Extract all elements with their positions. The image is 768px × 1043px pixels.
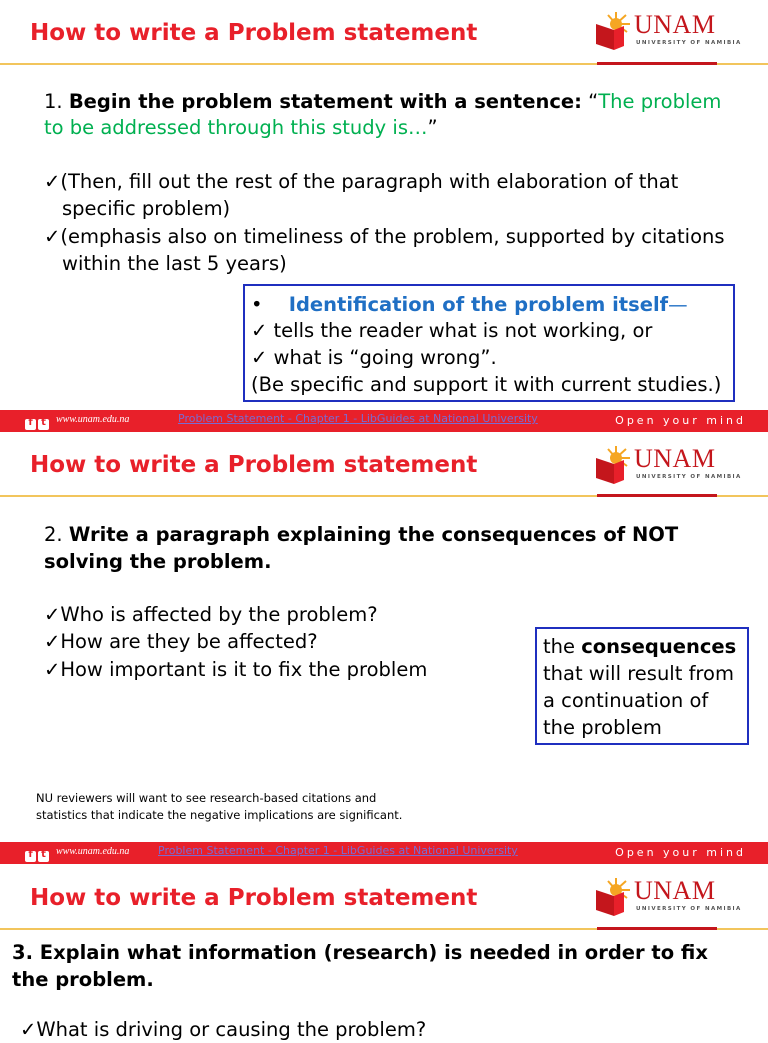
footer-url: www.unam.edu.na: [56, 414, 130, 425]
logo-rule: [597, 62, 717, 65]
footer-url: www.unam.edu.na: [56, 846, 130, 857]
step-2: 2. Write a paragraph explaining the consequences of NOT: [44, 523, 679, 546]
logo-rule: [597, 494, 717, 497]
logo-subtitle: UNIVERSITY OF NAMIBIA: [636, 906, 742, 912]
step-2-cont: solving the problem.: [44, 550, 272, 573]
footer-source-link[interactable]: Problem Statement - Chapter 1 - LibGuides at National University: [178, 412, 538, 425]
check-item-2: ✓(emphasis also on timeliness of the problem, supported by citations: [44, 225, 725, 248]
box-line-2: that will result from: [543, 662, 734, 685]
facebook-icon[interactable]: f: [25, 851, 36, 862]
check-item-2-cont: within the last 5 years): [62, 252, 287, 275]
logo-subtitle: UNIVERSITY OF NAMIBIA: [636, 474, 742, 480]
slide-title: How to write a Problem statement: [30, 885, 478, 911]
logo-name: UNAM: [634, 10, 716, 39]
footer-tagline: Open your mind: [615, 414, 746, 427]
identification-box: • Identification of the problem itself— ✓ tells the reader what is not working, or ✓ what is “going wrong”. (Be specific and support it with current studies.): [243, 284, 735, 402]
slide-footer: [0, 842, 768, 864]
consequences-box: the consequences that will result from a continuation of the problem: [535, 627, 749, 745]
step-1: 1. Begin the problem statement with a sentence: “The problem: [44, 90, 722, 113]
unam-logo: [594, 876, 742, 922]
step-3-cont: the problem.: [12, 968, 154, 991]
reviewer-note-1: NU reviewers will want to see research-based citations and: [36, 791, 377, 805]
reviewer-note-2: statistics that indicate the negative implications are significant.: [36, 808, 403, 822]
unam-logo: [594, 444, 742, 490]
box-note: (Be specific and support it with current studies.): [251, 373, 722, 396]
logo-name: UNAM: [634, 876, 716, 905]
question-1: ✓Who is affected by the problem?: [44, 603, 378, 626]
slide-title: How to write a Problem statement: [30, 452, 478, 478]
book-sun-icon: [594, 10, 634, 52]
step-3: 3. Explain what information (research) is needed in order to fix: [12, 941, 708, 964]
box-item-1: ✓ tells the reader what is not working, or: [251, 319, 653, 342]
box-item-2: ✓ what is “going wrong”.: [251, 346, 497, 369]
unam-logo: [594, 10, 742, 56]
logo-rule: [597, 927, 717, 930]
slide-3: [0, 864, 768, 1041]
slide-1: [0, 0, 768, 428]
twitter-icon[interactable]: t: [38, 419, 49, 430]
question-2: ✓How are they be affected?: [44, 630, 318, 653]
logo-subtitle: UNIVERSITY OF NAMIBIA: [636, 40, 742, 46]
book-sun-icon: [594, 444, 634, 486]
facebook-icon[interactable]: f: [25, 419, 36, 430]
check-item-1-cont: specific problem): [62, 197, 231, 220]
logo-name: UNAM: [634, 444, 716, 473]
question-cut: ✓What is driving or causing the problem?: [20, 1018, 427, 1041]
step-1-cont: to be addressed through this study is…”: [44, 116, 438, 139]
slide-footer: [0, 410, 768, 432]
footer-source-link[interactable]: Problem Statement - Chapter 1 - LibGuides at National University: [158, 844, 518, 857]
box-line-4: the problem: [543, 716, 662, 739]
slide-2: [0, 432, 768, 860]
footer-tagline: Open your mind: [615, 846, 746, 859]
box-line-3: a continuation of: [543, 689, 709, 712]
slide-title: How to write a Problem statement: [30, 20, 478, 46]
book-sun-icon: [594, 876, 634, 918]
twitter-icon[interactable]: t: [38, 851, 49, 862]
check-item-1: ✓(Then, fill out the rest of the paragraph with elaboration of that: [44, 170, 679, 193]
box-heading: Identification of the problem itself: [288, 293, 669, 316]
question-3: ✓How important is it to fix the problem: [44, 658, 428, 681]
